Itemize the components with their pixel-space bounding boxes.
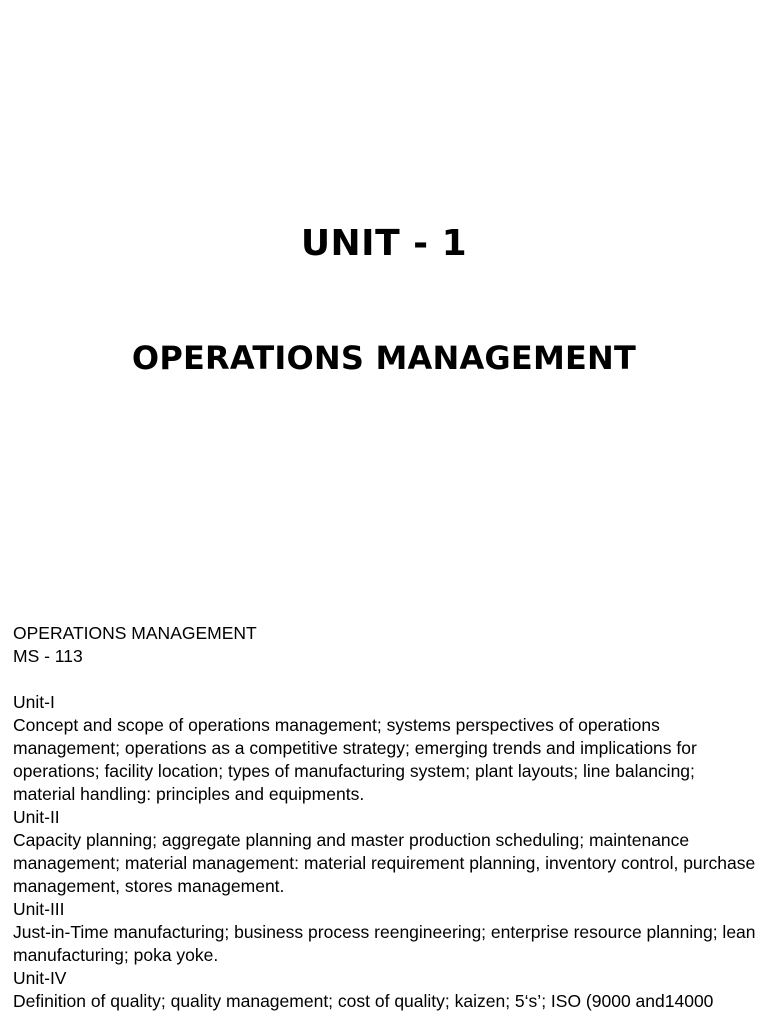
unit-heading: Unit-II [13,807,60,827]
unit-heading: Unit-I [13,692,55,712]
unit-heading: Unit-III [13,899,65,919]
unit-topics: Concept and scope of operations management; systems perspectives of operations management; operations as a competitive strategy; emerging trends and implications for operations; facility location; types of manufacturing system; plant layouts; line balancing; material handling: principles and equipments. [13,715,697,804]
unit-title: UNIT - 1 [300,223,468,264]
syllabus-text-block [13,622,761,1013]
unit-section-2 [13,806,761,898]
unit-section-1 [13,691,761,806]
course-code: MS - 113 [13,646,83,666]
blank-line [13,668,761,691]
unit-topics: Just-in-Time manufacturing; business process reengineering; enterprise resource planning; lean manufacturing; poka yoke. [13,922,756,965]
course-title: OPERATIONS MANAGEMENT [13,623,257,643]
unit-section-3 [13,898,761,967]
subject-title: OPERATIONS MANAGEMENT [131,339,637,377]
unit-heading: Unit-IV [13,968,67,988]
unit-topics: Definition of quality; quality management; cost of quality; kaizen; 5‘s’; ISO (9000 and14000 [13,991,714,1011]
unit-section-4 [13,967,761,1013]
unit-topics: Capacity planning; aggregate planning and master production scheduling; maintenance management; material management: material requirement planning, inventory control, purchase management, stores management. [13,830,756,896]
